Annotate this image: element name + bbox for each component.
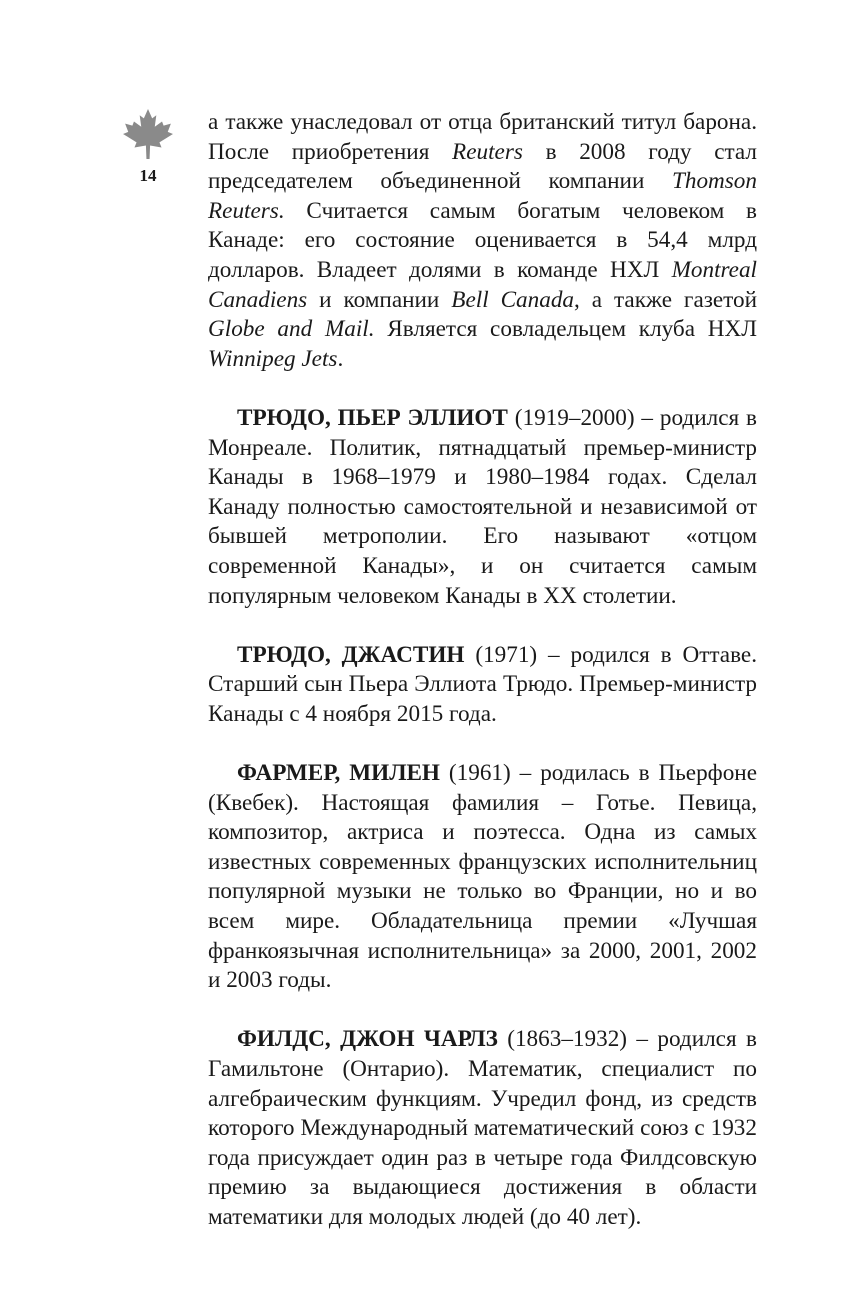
maple-leaf-icon	[122, 108, 174, 160]
page-marker	[120, 108, 176, 186]
entry-name: ФИЛДС, ДЖОН ЧАРЛЗ	[237, 1026, 498, 1053]
page-number: 14	[139, 166, 157, 185]
entry-text: (1919–2000) – родился в Монреале. Политик, пятнадцатый премьер-министр Канады в 1968–1979 и 1980–1984 годах. Сделал Канаду полностью самостоятельной и независимой от бывшей метрополии. Его называют «отцом современной Канады», и он считается самым популярным человеком Канады в XX столетии.	[208, 404, 757, 609]
entry-text: (1961) – родилась в Пьерфоне (Квебек). Настоящая фамилия – Готье. Певица, композитор, актриса и поэтесса. Одна из самых известных современных французских исполнительниц популярной музыки не только во Франции, но и во всем мире. Обладательница премии «Лучшая франкоязычная исполнительница» за 2000, 2001, 2002 и 2003 годы.	[208, 760, 757, 994]
entry-name: ТРЮДО, ПЬЕР ЭЛЛИОТ	[237, 404, 508, 431]
intro-paragraph: а также унаследовал от отца британский титул барона. После приобретения Reuters в 2008 году стал председателем объединенной компании Thomson Reuters. Считается самым богатым человеком в Канаде: его состояние оценивается в 54,4 млрд долларов. Владеет долями в команде НХЛ Montreal Canadiens и компании Bell Canada, а также газетой Globe and Mail. Является совладельцем клуба НХЛ Winnipeg Jets.	[208, 109, 758, 372]
entry-text: (1971) – родился в Оттаве. Старший сын Пьера Эллиота Трюдо. Премьер-министр Канады с 4 ноября 2015 года.	[208, 641, 757, 727]
entry-trudeau-pierre	[208, 404, 757, 611]
page-content	[208, 108, 757, 1233]
entry-farmer-mylene	[208, 759, 757, 996]
entry-trudeau-justin	[208, 641, 757, 730]
entry-name: ТРЮДО, ДЖАСТИН	[237, 641, 465, 668]
entry-name: ФАРМЕР, МИЛЕН	[237, 760, 440, 787]
entry-fields-john	[208, 1025, 757, 1232]
entry-text: (1863–1932) – родился в Гамильтоне (Онтарио). Математик, специалист по алгебраическим функциям. Учредил фонд, из средств которого Международный математический союз с 1932 года присуждает один раз в четыре года Филдсовскую премию за выдающиеся достижения в области математики для молодых людей (до 40 лет).	[208, 1026, 757, 1230]
